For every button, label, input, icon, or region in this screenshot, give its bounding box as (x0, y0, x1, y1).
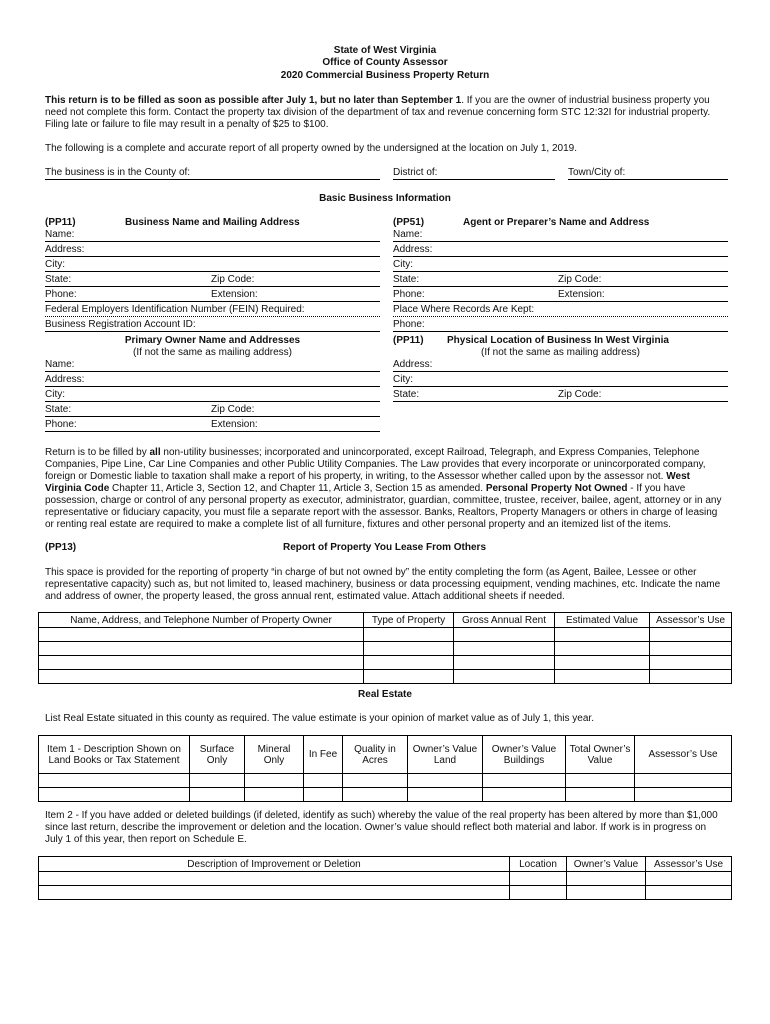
mailing-zip-label: Zip Code: (211, 274, 255, 285)
filing-text-1: Return is to be filled by (45, 447, 150, 458)
agent-name-field[interactable] (393, 241, 728, 242)
col-assessor-use: Assessor’s Use (650, 613, 732, 628)
table-header-row (39, 613, 732, 628)
mailing-name-label: Name: (45, 229, 75, 240)
intro-paragraph (45, 95, 725, 131)
col-assessor-use: Assessor’s Use (635, 736, 732, 774)
owner-name-field[interactable] (45, 371, 380, 372)
intro-deadline: This return is to be filled as soon as possible after July 1, but no later than September 1 (45, 95, 462, 106)
basic-info-heading: Basic Business Information (319, 193, 451, 204)
records-phone-label: Phone: (393, 319, 425, 330)
col-in-fee: In Fee (304, 736, 343, 774)
col-value-buildings: Owner’s Value Buildings (483, 736, 566, 774)
filing-bold-wvcode: West Virginia Code (45, 471, 690, 494)
intro-rest: . If you are the owner of industrial business property you need not complete this form. Contact the property tax division of the department of tax and revenue concerning form STC 12:32I for industrial property. Filing late or failure to file may result in a penalty of $25 to $100. (45, 95, 711, 130)
form-state-heading: State of West Virginia (333, 45, 437, 56)
owner-address-field[interactable] (45, 386, 380, 387)
owner-city-field[interactable] (45, 401, 380, 402)
pp11-code: (PP11) (45, 217, 76, 228)
col-estimated-value: Estimated Value (555, 613, 650, 628)
records-phone-field[interactable] (393, 331, 728, 332)
pp51-code: (PP51) (393, 217, 425, 228)
col-value-land: Owner’s Value Land (408, 736, 483, 774)
owner-address-label: Address: (45, 374, 85, 385)
table-row[interactable] (39, 642, 732, 656)
primary-owner-subtitle: (If not the same as mailing address) (133, 347, 292, 358)
filing-requirements (45, 447, 725, 531)
physical-city-label: City: (393, 374, 413, 385)
records-label: Place Where Records Are Kept: (393, 304, 535, 315)
table-header-row (39, 736, 732, 774)
table-row[interactable] (39, 774, 732, 788)
table-row[interactable] (39, 656, 732, 670)
pp11-title: Business Name and Mailing Address (125, 217, 300, 228)
physical-state-zip-field[interactable] (393, 401, 728, 402)
owner-state-zip-field[interactable] (45, 416, 380, 417)
table-row[interactable] (39, 670, 732, 684)
district-label: District of: (393, 167, 438, 178)
filing-text-2: non-utility businesses; incorporated and unincorporated, except Railroad, Telegraph, and Express Companies, Telephone Companies, Pipe Line, Car Line Companies and other Public Utility Companies. The Law provides that every incorporate or unincorporated company, foreign or Domestic liable to taxation shall make a report of his property, in writing, to the Assessor whether called upon by the assessor not. (45, 447, 706, 482)
owner-name-label: Name: (45, 359, 75, 370)
improvements-table (38, 856, 732, 900)
filing-text-4: - If you have possession, charge or control of any personal property as executor, administrator, guardian, committee, trustee, receiver, bailee, agent, attorney or in any representative or fiduciary capacity, you must file a separate report with the assessor. Banks, Realtors, Property Managers or others in charge of leasing or renting real estate are required to make a complete list of all furniture, fixtures and other personal property and an itemized list of the items. (45, 483, 722, 530)
col-assessor-use: Assessor’s Use (646, 857, 732, 872)
physical-location-title: Physical Location of Business In West Virginia (447, 335, 669, 346)
county-field[interactable] (45, 179, 380, 180)
pp13-code: (PP13) (45, 542, 77, 553)
primary-owner-title: Primary Owner Name and Addresses (124, 335, 301, 346)
filing-text-3: Chapter 11, Article 3, Section 12, and Chapter 11, Article 3, Section 15 as amended. (109, 483, 486, 494)
district-field[interactable] (393, 179, 555, 180)
col-type-property: Type of Property (364, 613, 454, 628)
owner-state-label: State: (45, 404, 72, 415)
bra-label: Business Registration Account ID: (45, 319, 196, 330)
table-row[interactable] (39, 872, 732, 886)
leased-property-table (38, 612, 732, 684)
physical-zip-label: Zip Code: (558, 389, 602, 400)
form-office-heading: Office of County Assessor (322, 57, 448, 68)
mailing-city-field[interactable] (45, 271, 380, 272)
mailing-phone-label: Phone: (45, 289, 77, 300)
agent-state-zip-field[interactable] (393, 286, 728, 287)
filing-bold-all: all (149, 447, 161, 458)
accuracy-statement: The following is a complete and accurate report of all property owned by the undersigned at the location on July 1, 2019. (45, 143, 577, 154)
agent-phone-field[interactable] (393, 301, 728, 302)
mailing-address-label: Address: (45, 244, 85, 255)
pp13-title: Report of Property You Lease From Others (283, 542, 487, 553)
table-row[interactable] (39, 628, 732, 642)
col-mineral: Mineral Only (245, 736, 304, 774)
col-owner-name: Name, Address, and Telephone Number of Property Owner (39, 613, 364, 628)
bra-field[interactable] (45, 331, 380, 332)
agent-address-field[interactable] (393, 256, 728, 257)
col-location: Location (510, 857, 567, 872)
physical-state-label: State: (393, 389, 420, 400)
owner-city-label: City: (45, 389, 65, 400)
mailing-phone-field[interactable] (45, 301, 380, 302)
col-acres: Quality in Acres (343, 736, 408, 774)
owner-extension-label: Extension: (211, 419, 258, 430)
town-label: Town/City of: (568, 167, 626, 178)
mailing-address-field[interactable] (45, 256, 380, 257)
table-row[interactable] (39, 788, 732, 802)
fein-label: Federal Employers Identification Number (FEIN) Required: (45, 304, 305, 315)
agent-address-label: Address: (393, 244, 433, 255)
town-field[interactable] (568, 179, 728, 180)
item2-instructions: Item 2 - If you have added or deleted buildings (if deleted, identify as such) whereby the value of the real property has been altered by more than $1,000 since last return, describe the improvement or deletion and the location. Owner’s value should reflect both material and labor. If work is in progress on July 1 of this year, then report on Schedule E. (45, 810, 718, 845)
agent-phone-label: Phone: (393, 289, 425, 300)
owner-zip-label: Zip Code: (211, 404, 255, 415)
col-gross-rent: Gross Annual Rent (454, 613, 555, 628)
agent-state-label: State: (393, 274, 420, 285)
agent-extension-label: Extension: (558, 289, 605, 300)
physical-code: (PP11) (393, 335, 424, 346)
physical-address-label: Address: (393, 359, 433, 370)
table-row[interactable] (39, 886, 732, 900)
agent-city-field[interactable] (393, 271, 728, 272)
col-owner-value: Owner’s Value (567, 857, 646, 872)
agent-zip-label: Zip Code: (558, 274, 602, 285)
county-label: The business is in the County of: (45, 167, 191, 178)
physical-top-rule (393, 371, 728, 372)
filing-bold-not-owned: Personal Property Not Owned (485, 483, 628, 494)
mailing-state-label: State: (45, 274, 72, 285)
col-surface: Surface Only (190, 736, 245, 774)
physical-location-subtitle: (If not the same as mailing address) (481, 347, 640, 358)
pp51-title: Agent or Preparer’s Name and Address (463, 217, 650, 228)
real-estate-instructions: List Real Estate situated in this county as required. The value estimate is your opinion of market value as of July 1, this year. (45, 713, 594, 724)
table-header-row (39, 857, 732, 872)
owner-phone-field[interactable] (45, 431, 380, 432)
agent-city-label: City: (393, 259, 413, 270)
mailing-name-field[interactable] (45, 241, 380, 242)
agent-name-label: Name: (393, 229, 423, 240)
fein-field[interactable] (45, 316, 380, 317)
records-field[interactable] (393, 316, 728, 317)
real-estate-table (38, 735, 732, 802)
col-improvement-description: Description of Improvement or Deletion (39, 857, 510, 872)
form-title: 2020 Commercial Business Property Return (280, 70, 490, 81)
mailing-state-zip-field[interactable] (45, 286, 380, 287)
col-description: Item 1 - Description Shown on Land Books or Tax Statement (39, 736, 190, 774)
col-total-value: Total Owner’s Value (566, 736, 635, 774)
owner-phone-label: Phone: (45, 419, 77, 430)
pp13-instructions: This space is provided for the reporting of property “in charge of but not owned by” the entity completing the form (as Agent, Bailee, Lessee or other representative capacity) such as, but not limited to, leased machinery, business or data processing equipment, vending machines, etc. Indicate the name and address of owner, the property leased, the gross annual rent, estimated value. Attach additional sheets if needed. (45, 567, 721, 602)
mailing-city-label: City: (45, 259, 65, 270)
physical-address-field[interactable] (393, 386, 728, 387)
real-estate-heading: Real Estate (358, 689, 412, 700)
mailing-extension-label: Extension: (211, 289, 258, 300)
